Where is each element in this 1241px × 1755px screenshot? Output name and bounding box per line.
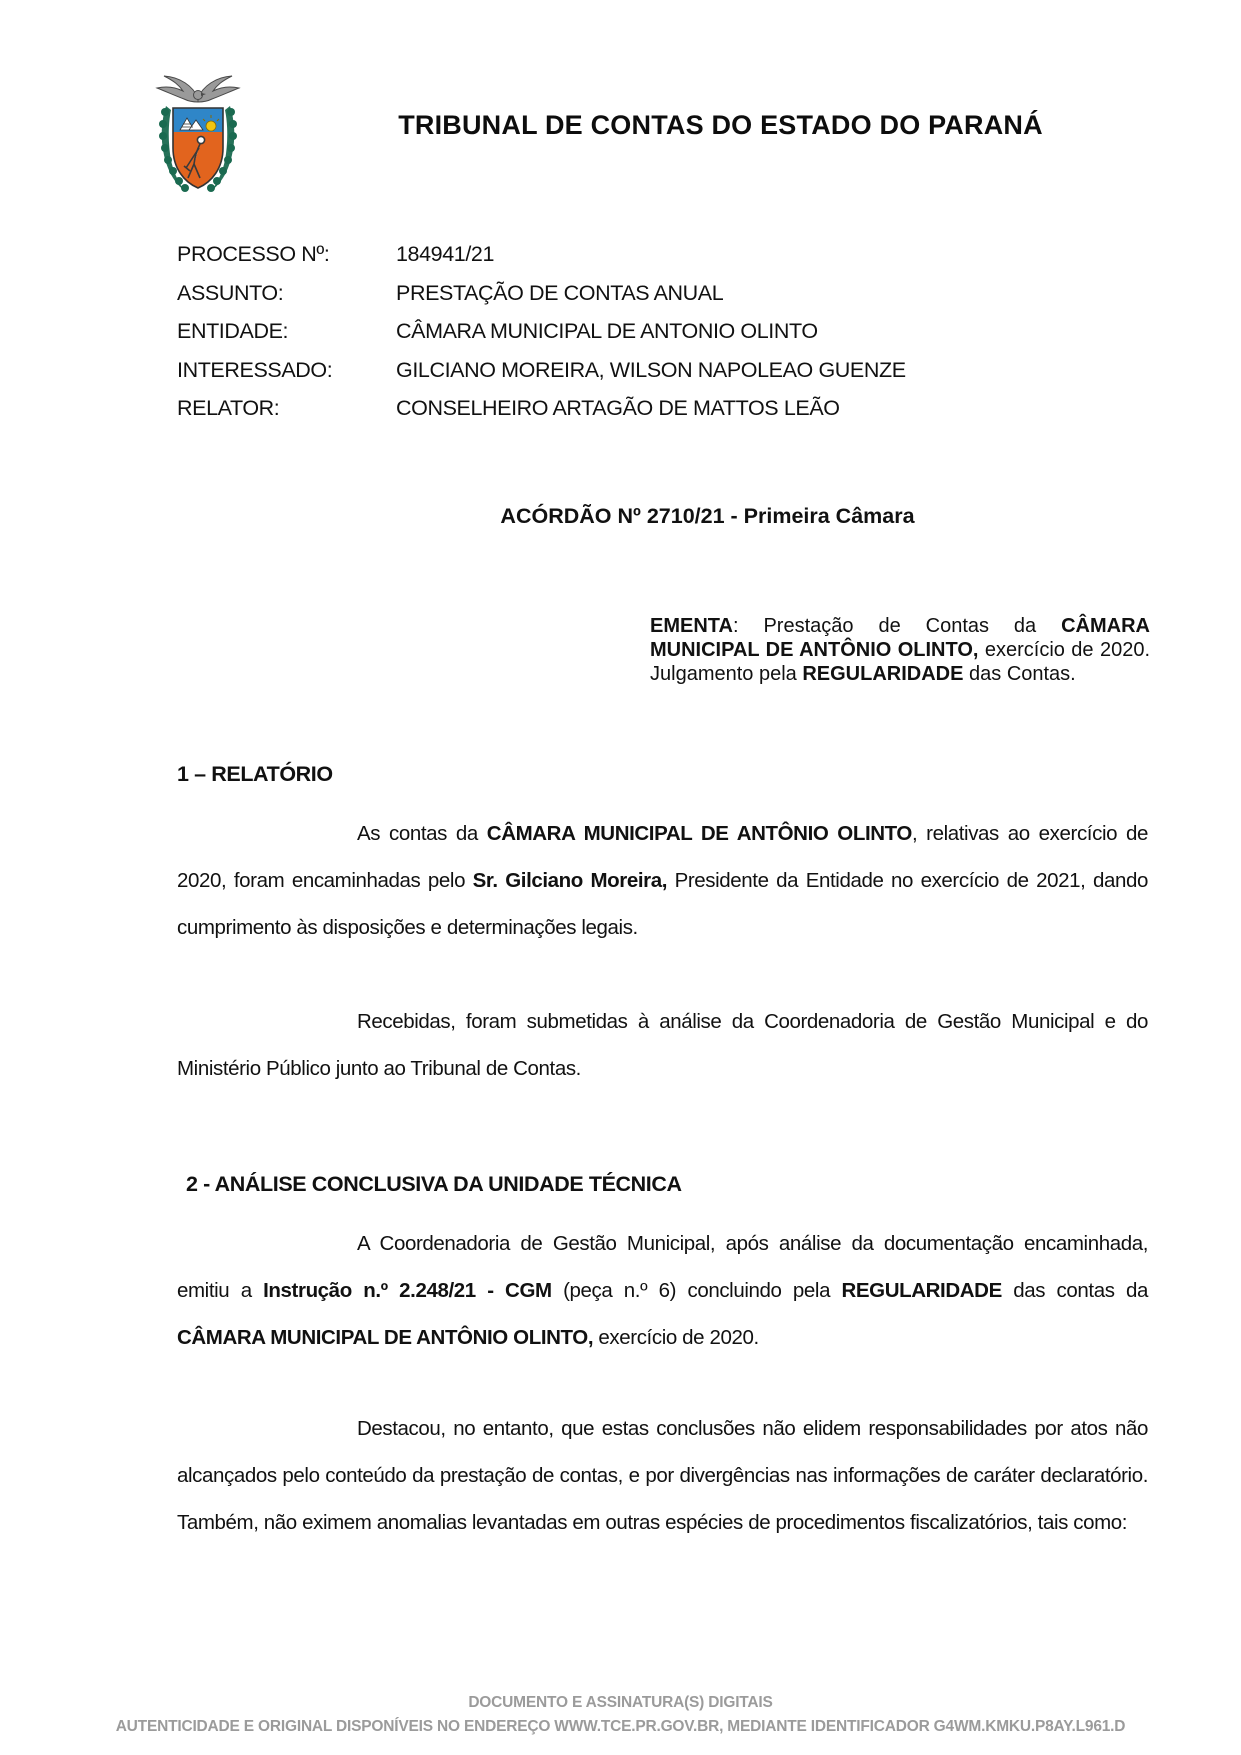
field-label: RELATOR: — [177, 396, 280, 420]
body-paragraph: Recebidas, foram submetidas à análise da Coordenadoria de Gestão Municipal e do Ministério Público junto ao Tribunal de Contas. — [177, 1010, 1148, 1080]
section-heading-analise-conclusiva: 2 - ANÁLISE CONCLUSIVA DA UNIDADE TÉCNICA — [186, 1172, 682, 1196]
ementa-paragraph: EMENTA: Prestação de Contas da CÂMARA MUNICIPAL DE ANTÔNIO OLINTO, exercício de 2020. Julgamento pela REGULARIDADE das Contas. — [650, 615, 1150, 685]
subject-row — [177, 282, 1148, 304]
eagle-icon — [157, 76, 239, 102]
entity-row — [177, 320, 1148, 342]
field-value: PRESTAÇÃO DE CONTAS ANUAL — [396, 280, 724, 305]
section-heading-relatorio: 1 – RELATÓRIO — [177, 762, 333, 786]
footer-line-2: AUTENTICIDADE E ORIGINAL DISPONÍVEIS NO ENDEREÇO WWW.TCE.PR.GOV.BR, MEDIANTE IDENTIFICADOR G4WM.KMKU.P8AY.L961.D — [115, 1718, 1126, 1735]
field-value: CÂMARA MUNICIPAL DE ANTONIO OLINTO — [396, 319, 818, 343]
interested-party-row — [177, 359, 1148, 381]
field-value: CONSELHEIRO ARTAGÃO DE MATTOS LEÃO — [396, 396, 840, 420]
body-paragraph: As contas da CÂMARA MUNICIPAL DE ANTÔNIO OLINTO, relativas ao exercício de 2020, foram encaminhadas pelo Sr. Gilciano Moreira, Presidente da Entidade no exercício de 2021, dando cumprimento às disposições e determinações legais. — [177, 822, 1148, 939]
page-title: TRIBUNAL DE CONTAS DO ESTADO DO PARANÁ — [398, 110, 1043, 140]
footer-line-1: DOCUMENTO E ASSINATURA(S) DIGITAIS — [468, 1694, 773, 1711]
parana-coat-of-arms-logo — [152, 72, 244, 196]
body-paragraph: A Coordenadoria de Gestão Municipal, após análise da documentação encaminhada, emitiu a Instrução n.º 2.248/21 - CGM (peça n.º 6) concluindo pela REGULARIDADE das contas da CÂMARA MUNICIPAL DE ANTÔNIO OLINTO, exercício de 2020. — [177, 1232, 1148, 1349]
field-value: 184941/21 — [396, 242, 495, 266]
field-value: GILCIANO MOREIRA, WILSON NAPOLEAO GUENZE — [396, 357, 906, 382]
acordao-title: ACÓRDÃO Nº 2710/21 - Primeira Câmara — [500, 504, 915, 528]
rapporteur-row — [177, 397, 1148, 419]
field-label: INTERESSADO: — [177, 357, 333, 382]
body-paragraph: Destacou, no entanto, que estas conclusões não elidem responsabilidades por atos não alcançados pelo conteúdo da prestação de contas, e por divergências nas informações de caráter declaratório. Também, não eximem anomalias levantadas em outras espécies de procedimentos fiscalizatórios, tais como: — [177, 1417, 1148, 1534]
field-label: PROCESSO Nº: — [177, 242, 330, 266]
field-label: ENTIDADE: — [177, 319, 289, 343]
process-number-row — [177, 243, 1148, 265]
shield-icon — [173, 108, 223, 188]
field-label: ASSUNTO: — [177, 280, 284, 305]
process-header-fields — [177, 243, 1148, 436]
digital-signature-footer — [0, 1691, 1241, 1739]
